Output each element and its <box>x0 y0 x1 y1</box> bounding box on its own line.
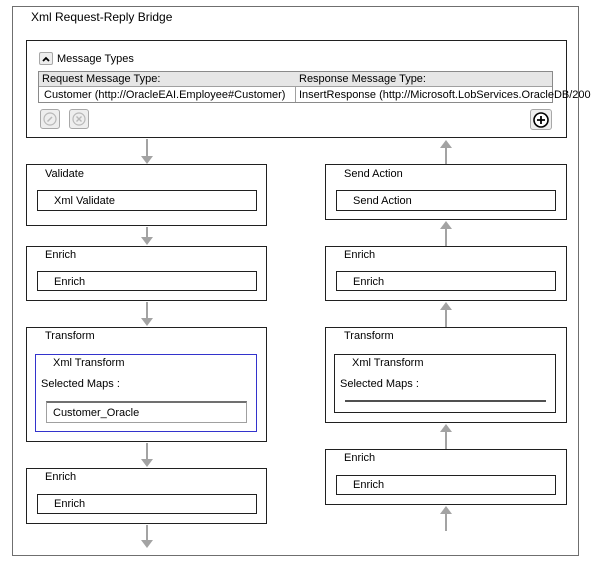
xml-transform-label: Xml Transform <box>53 357 125 369</box>
response-column-header: Response Message Type: <box>299 73 426 85</box>
selected-maps-label: Selected Maps : <box>41 378 120 390</box>
enrich-stage-title: Enrich <box>45 249 77 261</box>
request-type-cell[interactable]: Customer (http://OracleEAI.Employee#Customer) <box>44 89 286 101</box>
selected-maps-list[interactable] <box>345 400 546 402</box>
selected-maps-label: Selected Maps : <box>340 378 419 390</box>
request-column-header: Request Message Type: <box>42 73 161 85</box>
xml-transform-label: Xml Transform <box>352 357 424 369</box>
arrow-down-icon <box>141 540 153 548</box>
transform-stage-title: Transform <box>45 330 95 342</box>
enrich-label: Enrich <box>353 276 385 288</box>
add-button[interactable] <box>530 109 552 130</box>
plus-icon <box>533 112 549 128</box>
enrich-label: Enrich <box>54 498 86 510</box>
response-type-cell[interactable]: InsertResponse (http://Microsoft.LobServices.OracleDB/200 <box>299 89 591 101</box>
close-icon <box>72 112 86 126</box>
message-types-title: Message Types <box>57 53 134 65</box>
response-connector-3 <box>445 309 447 327</box>
enrich-stage-title: Enrich <box>45 471 77 483</box>
send-action-stage-title: Send Action <box>344 168 403 180</box>
enrich-label: Enrich <box>54 276 86 288</box>
request-connector-3 <box>146 302 148 319</box>
arrow-down-icon <box>141 318 153 326</box>
validate-stage-title: Validate <box>45 168 84 180</box>
window-title: Xml Request-Reply Bridge <box>31 10 173 24</box>
pencil-icon <box>43 112 57 126</box>
send-action-label: Send Action <box>353 195 412 207</box>
request-connector-4 <box>146 443 148 460</box>
response-connector-2 <box>445 228 447 246</box>
arrow-down-icon <box>141 459 153 467</box>
remove-button[interactable] <box>69 109 89 129</box>
response-connector-5 <box>445 513 447 531</box>
xml-validate-label: Xml Validate <box>54 195 115 207</box>
collapse-button[interactable] <box>39 52 53 65</box>
response-connector-4 <box>445 431 447 449</box>
enrich-label: Enrich <box>353 479 385 491</box>
selected-map-item[interactable]: Customer_Oracle <box>53 407 140 419</box>
arrow-down-icon <box>141 237 153 245</box>
chevron-up-icon <box>42 56 50 62</box>
request-connector-5 <box>146 525 148 541</box>
edit-button[interactable] <box>40 109 60 129</box>
enrich-stage-title: Enrich <box>344 249 376 261</box>
grid-column-separator <box>295 86 296 102</box>
arrow-down-icon <box>141 156 153 164</box>
transform-stage-title: Transform <box>344 330 394 342</box>
enrich-stage-title: Enrich <box>344 452 376 464</box>
response-connector-1 <box>445 147 447 164</box>
